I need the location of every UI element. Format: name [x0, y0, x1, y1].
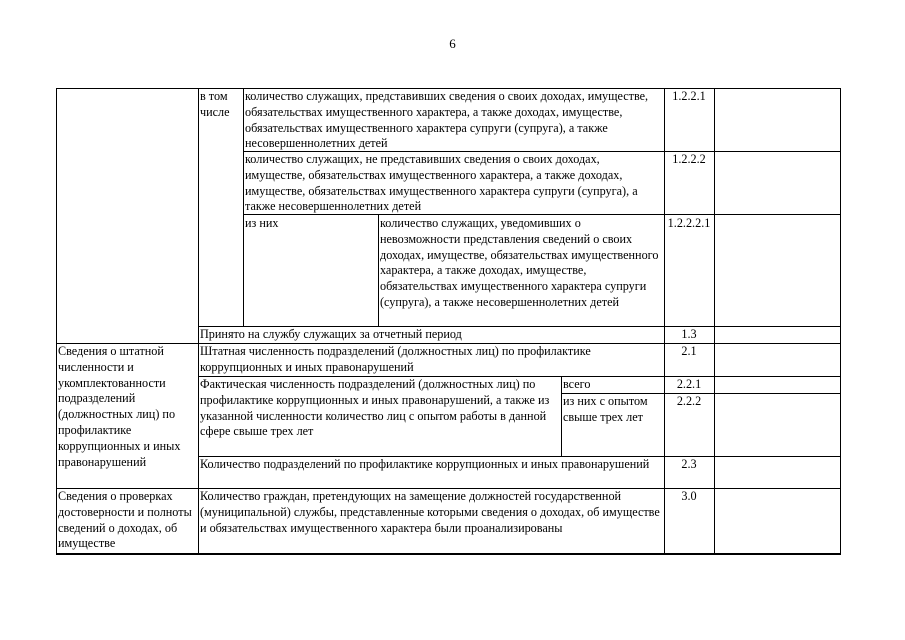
row-code-2-1: 2.1: [681, 344, 697, 358]
grid-line: [664, 88, 665, 555]
grid-line: [56, 88, 57, 555]
row-text-2-3: Количество подразделений по профилактике коррупционных и иных правонарушений: [200, 457, 650, 471]
row-code-1-2-2-2-1: 1.2.2.2.1: [667, 216, 711, 230]
grid-line: [243, 88, 244, 326]
grid-line: [243, 214, 840, 215]
row-sub-total: всего: [563, 377, 591, 391]
section-label-verification: Сведения о проверках достоверности и полноты сведений о доходах, об имуществе: [58, 489, 192, 551]
row-code-2-2-1: 2.2.1: [676, 377, 702, 391]
grid-line: [198, 326, 840, 327]
grid-line: [56, 553, 840, 555]
section-label-staffing: Сведения о штатной численности и укомплектованности подразделений (должностных лиц) по профилактике коррупционных и иных правонарушений: [58, 344, 181, 469]
grid-line: [56, 343, 840, 344]
grid-line: [56, 88, 840, 89]
row-sub-experienced: из них с опытом свыше трех лет: [563, 394, 648, 424]
grid-line: [198, 376, 840, 377]
row-code-1-2-2-1: 1.2.2.1: [672, 89, 706, 103]
row-code-2-2-2: 2.2.2: [676, 394, 702, 408]
row-text-1-3: Принято на службу служащих за отчетный период: [200, 327, 462, 341]
row-text-1-2-2-1: количество служащих, представивших сведения о своих доходах, имуществе, обязательствах имущественного характера, а также доходах, имуществе, обязательствах имущественного характера супруги (супруга), а также несовершеннолетних детей: [245, 89, 649, 151]
row-prefix-in-that-number: в том числе: [200, 89, 230, 119]
row-code-1-2-2-2: 1.2.2.2: [672, 152, 706, 166]
row-code-2-3: 2.3: [681, 457, 697, 471]
row-code-1-3: 1.3: [681, 327, 697, 341]
grid-line: [198, 88, 199, 555]
grid-line: [198, 456, 840, 457]
grid-line: [378, 214, 379, 326]
grid-line: [561, 393, 840, 394]
row-code-3-0: 3.0: [681, 489, 697, 503]
row-text-3-0: Количество граждан, претендующих на замещение должностей государственной (муниципальной) службы, представленные которыми сведения о доходах, об имуществе и обязательствах имущественного характера были проанализированы: [200, 489, 660, 535]
grid-line: [840, 88, 841, 555]
row-text-1-2-2-2-1: количество служащих, уведомивших о невозможности представления сведений о своих доходах, имуществе, обязательствах имущественного характера, а также доходах, имуществе, обязательствах имущественного характера супруги (супруга), а также несовершеннолетних детей: [380, 216, 659, 309]
grid-line: [714, 88, 715, 555]
row-prefix-of-them: из них: [245, 216, 279, 230]
grid-line: [561, 376, 562, 456]
grid-line: [56, 488, 840, 489]
page-number: 6: [449, 36, 456, 51]
row-text-2-2: Фактическая численность подразделений (должностных лиц) по профилактике коррупционных и иных правонарушений, а также из указанной численности количество лиц с опытом работы в данной сфере свыше трех лет: [200, 377, 550, 439]
row-text-1-2-2-2: количество служащих, не представивших сведения о своих доходах, имуществе, обязательствах имущественного характера, а также доходах, имуществе, обязательствах имущественного характера супруги (супруга), а также несовершеннолетних детей: [245, 152, 638, 214]
row-text-2-1: Штатная численность подразделений (должностных лиц) по профилактике коррупционных и иных правонарушений: [200, 344, 591, 374]
grid-line: [243, 151, 840, 152]
